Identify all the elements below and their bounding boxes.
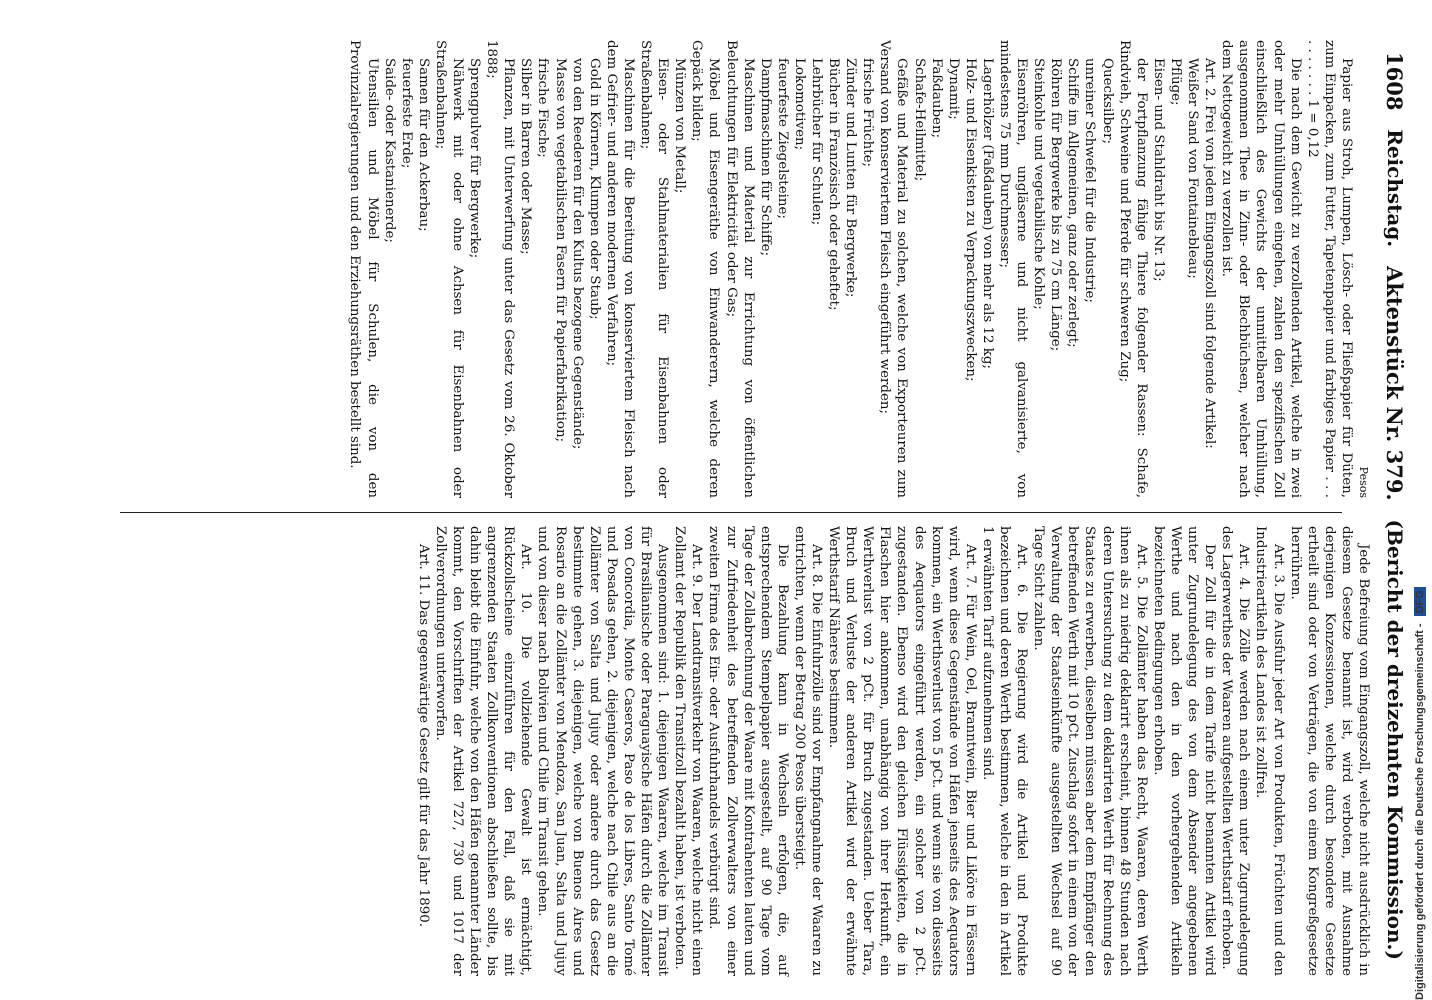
text-paragraph: Art. 2. Frei von jedem Eingangszoll sind folgende Artikel: <box>1202 58 1218 449</box>
text-paragraph: Eisenröhren, ungläserne und nicht galvanisierte, von mindestens 75 mm Durchmesser; <box>997 40 1030 498</box>
text-paragraph: Art. 8. Die Einfuhrzölle sind vor Empfangnahme der Waaren zu entrichten, wenn der Betrag 200 Pesos übersteigt. <box>791 526 824 976</box>
text-paragraph: Zünder und Lunten für Bergwerke; <box>843 58 859 298</box>
text-paragraph: Art. 6. Die Regierung wird die Artikel und Produkte bezeichnen und deren Werth bestimmen, welche in den in Artikel 1 erwähnten Tarif aufzunehmen sind. <box>979 526 1030 976</box>
text-paragraph: Die nach dem Gewicht zu verzollenden Artikel, welche in zwei oder mehr Umhüllungen eingehen, zahlen den spezifischen Zoll einschließlich des Gewichts der unmittelbaren Umhüllung, ausgenommen Thee in Zinn- oder Blechbüchsen, welcher nach dem Nettogewicht zu verzollen ist. <box>1219 40 1303 498</box>
text-paragraph: Art. 11. Das gegenwärtige Gesetz gilt für das Jahr 1890. <box>415 544 431 928</box>
text-paragraph: Art. 10. Die vollziehende Gewalt ist ermächtigt, Rückzollscheine einzuführen für den Fall, daß sie mit angrenzenden Staaten Zollkonventionen abschließen sollte, bis dahin bleibt die Einfuhr, welche von den Häfen genannter Länder kommt, den Vorschriften der Artikel 727, 730 und 1017 der Zollverordnungen unterworfen. <box>432 526 534 976</box>
text-paragraph: Pflüge; <box>1167 58 1183 106</box>
text-paragraph: Schafe-Heilmittel; <box>911 58 927 182</box>
text-paragraph: Art. 7. Für Wein, Oel, Branntwein, Bier und Liköre in Fässern wird, wenn diese Gegenstände von Häfen jenseits des Aequators kommen, ein Werthsverlust von 5 pCt. und wenn sie von diesseits des Aequators eingeführt werden, ein solcher von 2 pCt. zugestanden. Ebenso wird den gleichen Flüssigkeiten, die in Flaschen hier ankommen, unabhängig von ihrer Herkunft, ein Werthverlust von 2 pCt. für Bruch zugestanden. Ueber Tara, Bruch und Verluste der anderen Artikel wird der erwähnte Werthstarif Näheres bestimmen. <box>826 526 978 976</box>
text-paragraph: Art. 9. Der Landtransitverkehr von Waaren, welche nicht einen Zollamt der Republik den Transitzoll bezahlt haben, ist verboten. <box>672 526 705 976</box>
digitization-caption <box>1414 0 1432 1000</box>
text-paragraph: Gefäße und Material zu solchen, welche von Exporteuren zum Versand von konserviertem Fleisch eingeführt werden; <box>877 40 910 498</box>
text-paragraph: der Fortpflanzung fähige Thiere folgender Rassen: Schafe, Rindvieh, Schweine und Pferde für schweren Zug; <box>1116 40 1149 498</box>
text-paragraph: Gold in Körnern, Klumpen oder Staub; <box>586 58 602 320</box>
text-paragraph: Dynamit; <box>945 58 961 120</box>
text-paragraph: Eisen- und Stahldraht bis Nr. 13; <box>1150 58 1166 282</box>
text-paragraph: Röhren für Bergwerke bis zu 75 cm Länge; <box>1048 58 1064 352</box>
text-paragraph: Maschinen und Material zur Errichtung von öffentlichen Beleuchtungen für Elektricität oder Gas; <box>723 40 756 498</box>
text-paragraph: feuerfeste Erde; <box>398 58 414 169</box>
text-paragraph: Holz- und Eisenkisten zu Verpackungszwecken; <box>962 58 978 382</box>
text-paragraph: Schiffe im Allgemeinen, ganz oder zerlegt; <box>1065 58 1081 348</box>
text-paragraph: Quecksilber; <box>1099 58 1115 144</box>
text-paragraph: Art. 3. Die Ausfuhr jeder Art von Produkten, Früchten und den Industrieartikeln des Landes ist zollfrei. <box>1253 526 1286 976</box>
header-center-title: Aktenstück Nr. 379. <box>1382 266 1408 501</box>
header-left-title: Reichstag. <box>1383 129 1407 248</box>
text-paragraph: Lokomotiven; <box>791 58 807 151</box>
text-paragraph: Lehrbücher für Schulen; <box>809 58 824 226</box>
text-paragraph: Silber in Barren oder Masse; <box>518 58 534 255</box>
text-paragraph: von den Reederen für den Kultus bezogene Gegenstände; <box>569 58 585 450</box>
text-paragraph: Dampfmaschinen für Schiffe; <box>757 58 773 257</box>
text-paragraph: frische Früchte; <box>860 58 876 168</box>
text-paragraph: Papier aus Stroh, Lumpen, Lösch- oder Fließpapier für Düten, zum Einpacken, zum Futter, Tapetenpapier und farbiges Papier . . . . . . . . . . 1 = 0,12 <box>1304 40 1354 498</box>
text-paragraph: Steinkohle und vegetabilische Kohle; <box>1031 58 1047 310</box>
text-paragraph: Der Zoll für die in dem Tarife nicht benannten Artikel wird unter Zugrundelegung des von dem Absender angegebenen Werthe und nach den in den vorhergehenden Artikeln bezeichneten Bedingungen erhoben. <box>1150 526 1218 976</box>
unit-label: Pesos <box>1357 466 1370 498</box>
text-paragraph: Saide- oder Kastanienerde; <box>381 58 397 243</box>
page-number: 1608 <box>1382 52 1408 111</box>
text-paragraph: Faßdauben; <box>928 58 944 139</box>
page-header <box>1378 52 1412 960</box>
dfg-logo: DFG <box>1414 587 1426 616</box>
text-paragraph: Utensilien und Möbel für Schulen, die von den Provinzialregierungen und den Erziehungsräthen bestellt sind. <box>347 40 380 498</box>
text-paragraph: Eisen- oder Stahlmaterialien für Eisenbahnen oder Straßenbahnen; <box>638 40 671 498</box>
text-paragraph: Samen für den Ackerbau; <box>415 58 431 232</box>
text-paragraph: Nähwerk mit oder ohne Achsen für Eisenbahnen oder Straßenbahnen; <box>432 40 466 498</box>
text-paragraph: Münzen von Metall; <box>672 58 688 194</box>
text-paragraph: Möbel und Eisengeräthe von Einwanderern, welche deren Gepäck bilden; <box>689 40 722 498</box>
text-paragraph: Ausgenommen sind: 1. diejenigen Waaren, welche im Transit für Brasilianische oder Paraguayische Häfen durch die Zollämter von Concordia, Monte Caseros, Paso de los Libres, Santo Tomé und Posadas gehen, 2. diejenigen, welche nach Chile aus an die Zollämter von Salta und Jujuy oder andere durch das Gesetz bestimmte gehen, 3. diejenigen, welche von Buenos Aires und Rosario an die Zollämter von Mendoza, San Juan, Salta und Jujuy und von dieser nach Bolivien und Chile im Transit gehen. <box>535 526 671 976</box>
text-paragraph: Bücher in Französisch oder geheftet; <box>826 58 842 311</box>
text-paragraph: Lagerhölzer (Faßdauben) von mehr als 12 kg; <box>979 58 995 369</box>
caption-text: Digitalisierung gefördert durch die Deutsche Forschungsgemeinschaft - <box>1414 623 1426 1000</box>
text-paragraph: Jede Befreiung vom Eingangszoll, welche nicht ausdrücklich in diesem Gesetze benannt ist, wird verboten, mit Ausnahme derjenigen Konzessionen, welche durch besondere Gesetze ertheilt sind oder von Verträgen, die von einem Kongreßgesetze herrühren. <box>1287 526 1371 976</box>
text-paragraph: Weißer Sand von Fontainebleau; <box>1185 58 1201 279</box>
text-paragraph: Pflanzen, mit Unterwerfung unter das Gesetz vom 26. Oktober 1888; <box>484 40 517 498</box>
text-paragraph: Masse von vegetabilischen Fasern für Papierfabrikation; <box>552 58 568 443</box>
text-paragraph: Sprengpulver für Bergwerke; <box>467 58 483 259</box>
text-paragraph: unreiner Schwefel für die Industrie; <box>1082 58 1098 303</box>
text-paragraph: feuerfeste Ziegelsteine; <box>774 58 790 219</box>
left-column <box>346 40 1372 498</box>
text-paragraph: Art. 5. Die Zollämter haben das Recht, Waaren, deren Werth ihnen als zu niedrig deklarirt erscheint, binnen 48 Stunden nach deren Untersuchung zu dem deklarirten Werth für Rechnung des Staates zu erwerben, dieselben müssen aber dem Empfänger den betreffenden Werth mit 10 pCt. Zuschlag sofort in einem von der Verwaltung der Staatseinkünfte ausgestellten Wechsel auf 90 Tage Sicht zahlen. <box>1031 526 1149 976</box>
column-divider <box>120 512 1342 513</box>
text-paragraph: Maschinen für die Bereitung von konserviertem Fleisch nach dem Gefrier- und anderen modernen Verfahren; <box>603 40 636 498</box>
right-column <box>415 526 1372 976</box>
text-paragraph: frische Fische; <box>535 58 551 158</box>
header-right-title: (Bericht der dreizehnten Kommission.) <box>1383 519 1407 960</box>
text-paragraph: Art. 4. Die Zölle werden nach einem unter Zugrundelegung des Lagerwerthes der Waaren aufgestellten Werthstarif erhoben. <box>1219 526 1252 976</box>
text-paragraph: Die Bezahlung kann in Wechseln erfolgen, die, auf entsprechendem Stempelpapier ausgestellt, auf 90 Tage vom Tage der Zollabrechnung der Waare mit Kontrahenten lauten und zur Zufriedenheit des betreffenden Zollverwalters von einer zweiten Firma des Ein- oder Ausfuhrhandels verbürgt sind. <box>706 526 790 976</box>
